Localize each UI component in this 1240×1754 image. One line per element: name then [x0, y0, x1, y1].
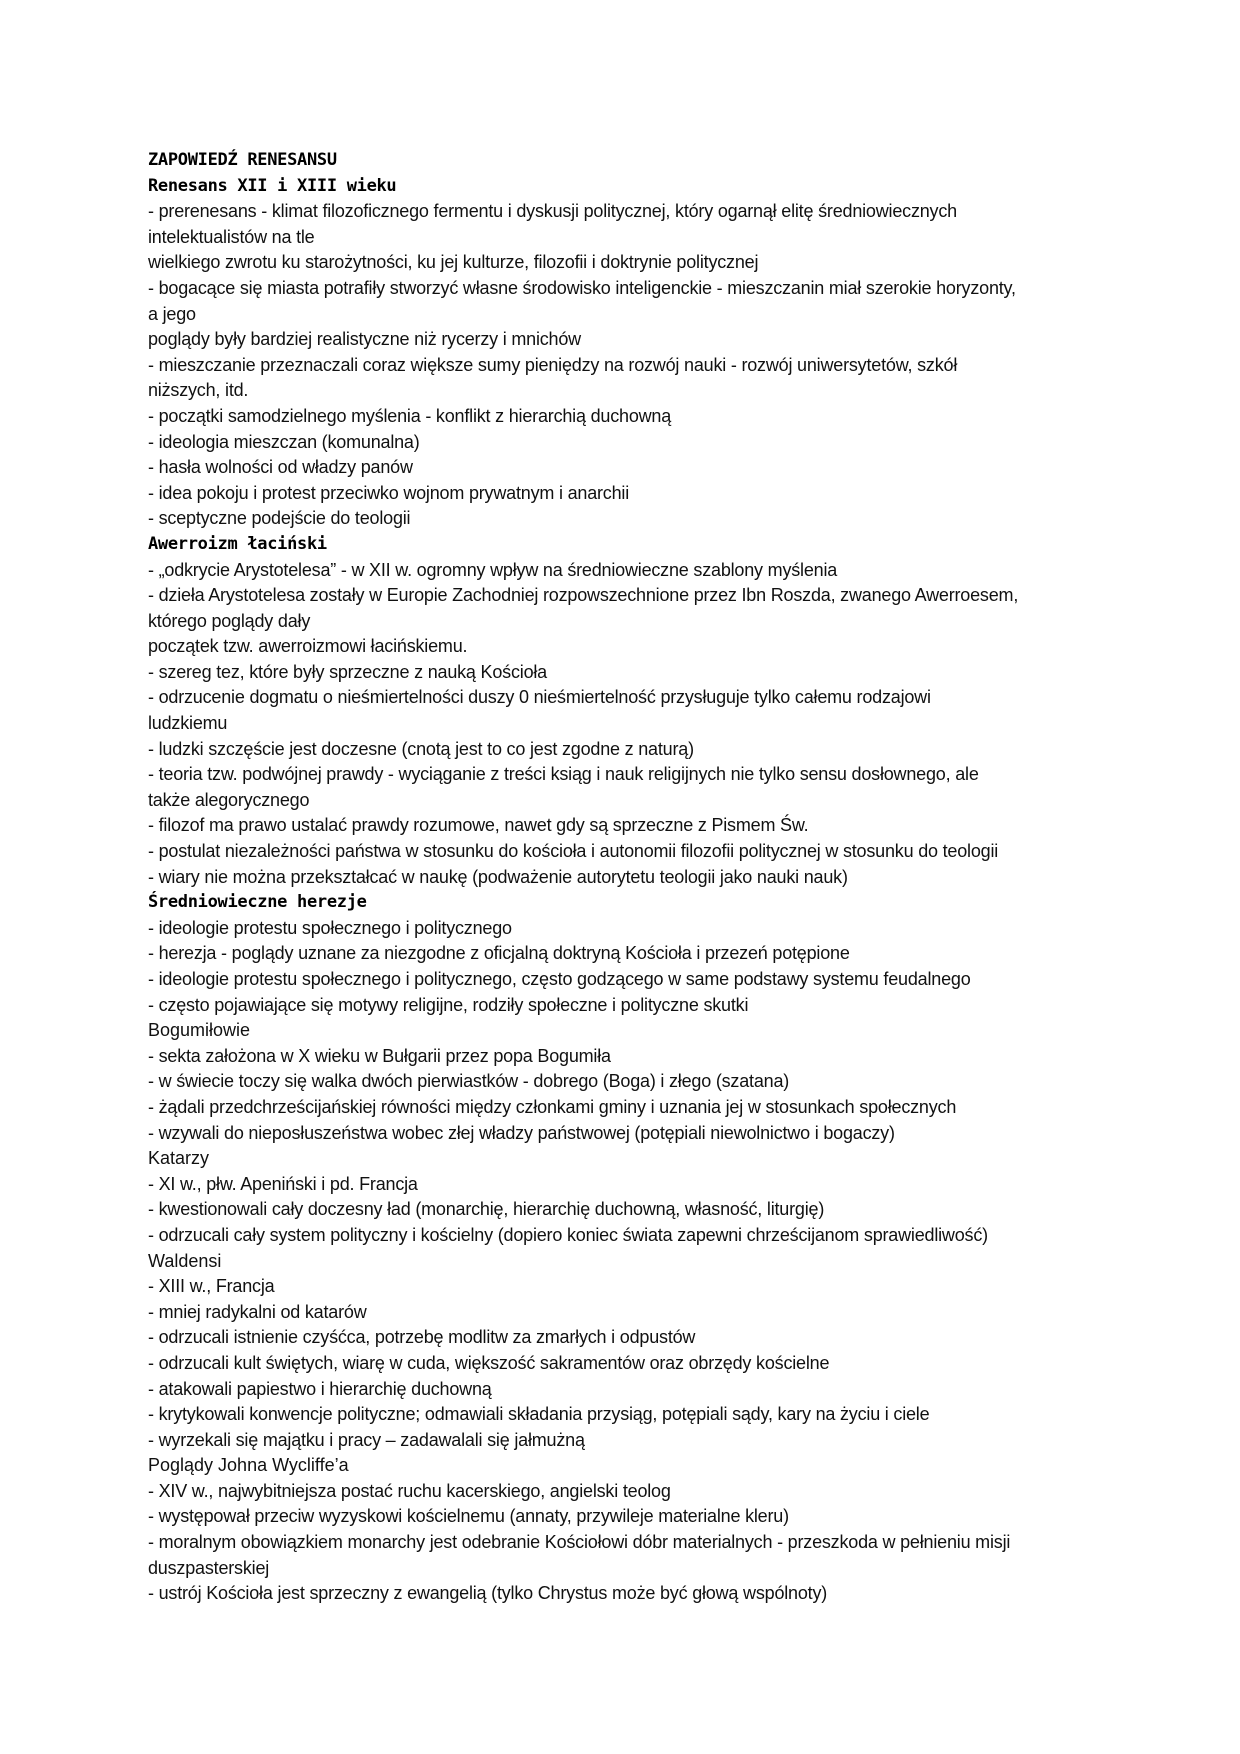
- text-line: - w świecie toczy się walka dwóch pierwiastków - dobrego (Boga) i złego (szatana): [148, 1071, 790, 1092]
- text-line: - hasła wolności od władzy panów: [148, 457, 413, 478]
- text-line: - dzieła Arystotelesa zostały w Europie Zachodniej rozpowszechnione przez Ibn Roszda, zwanego Awerroesem,: [148, 585, 1019, 606]
- text-line: wielkiego zwrotu ku starożytności, ku jej kulturze, filozofii i doktrynie politycznej: [148, 252, 759, 273]
- text-line: - ideologie protestu społecznego i politycznego: [148, 917, 512, 938]
- text-line: - XIV w., najwybitniejsza postać ruchu kacerskiego, angielski teolog: [148, 1480, 671, 1501]
- text-line: - mieszczanie przeznaczali coraz większe sumy pieniędzy na rozwój nauki - rozwój uniwersytetów, szkół: [148, 354, 958, 375]
- section-body: [148, 916, 1108, 1018]
- text-line: - sceptyczne podejście do teologii: [148, 508, 411, 529]
- text-line: - postulat niezależności państwa w stosunku do kościoła i autonomii filozofii politycznej w stosunku do teologii: [148, 841, 999, 862]
- text-line: niższych, itd.: [148, 380, 249, 401]
- text-line: - odrzucali istnienie czyśćca, potrzebę modlitw za zmarłych i odpustów: [148, 1327, 696, 1348]
- subsection-body: [148, 1479, 1108, 1607]
- text-line: - mniej radykalni od katarów: [148, 1301, 367, 1322]
- text-line: - często pojawiające się motywy religijne, rodziły społeczne i polityczne skutki: [148, 994, 749, 1015]
- text-line: - szereg tez, które były sprzeczne z nauką Kościoła: [148, 661, 547, 682]
- section-heading: Średniowieczne herezje: [148, 892, 367, 913]
- text-line: intelektualistów na tle: [148, 226, 315, 247]
- text-line: - moralnym obowiązkiem monarchy jest odebranie Kościołowi dóbr materialnych - przeszkoda w pełnieniu misji: [148, 1532, 1011, 1553]
- text-line: - filozof ma prawo ustalać prawdy rozumowe, nawet gdy są sprzeczne z Pismem Św.: [148, 815, 809, 836]
- text-line: - bogacące się miasta potrafiły stworzyć własne środowisko inteligenckie - mieszczanin miał szerokie horyzonty,: [148, 277, 1016, 298]
- text-line: - odrzucali kult świętych, wiarę w cuda, większość sakramentów oraz obrzędy kościelne: [148, 1352, 830, 1373]
- document-title: ZAPOWIEDŹ RENESANSU: [148, 150, 337, 170]
- text-line: - krytykowali konwencje polityczne; odmawiali składania przysiąg, potępiali sądy, kary na życiu i ciele: [148, 1404, 930, 1425]
- text-line: - ideologie protestu społecznego i politycznego, często godzącego w same podstawy systemu feudalnego: [148, 969, 971, 989]
- subsection-heading: Waldensi: [148, 1250, 222, 1271]
- subsection-body: [148, 1274, 1108, 1453]
- text-line: początek tzw. awerroizmowi łacińskiemu.: [148, 636, 468, 657]
- section-heading: Awerroizm łaciński: [148, 533, 327, 554]
- text-line: - odrzucenie dogmatu o nieśmiertelności duszy 0 nieśmiertelność przysługuje tylko całemu rodzajowi: [148, 687, 931, 708]
- text-line: - herezja - poglądy uznane za niezgodne z oficjalną doktryną Kościoła i przezeń potępione: [148, 943, 850, 964]
- text-line: - teoria tzw. podwójnej prawdy - wyciąganie z treści ksiąg i nauk religijnych nie tylko sensu dosłownego, ale: [148, 764, 979, 785]
- text-line: także alegorycznego: [148, 789, 310, 810]
- text-line: - występował przeciw wyzyskowi kościelnemu (annaty, przywileje materialne kleru): [148, 1506, 789, 1527]
- text-line: - ideologia mieszczan (komunalna): [148, 431, 420, 452]
- text-line: - wzywali do nieposłuszeństwa wobec złej władzy państwowej (potępiali niewolnictwo i bogaczy): [148, 1122, 895, 1143]
- text-line: poglądy były bardziej realistyczne niż rycerzy i mnichów: [148, 329, 581, 350]
- subsection-heading: Katarzy: [148, 1148, 210, 1169]
- text-line: - kwestionowali cały doczesny ład (monarchię, hierarchię duchowną, własność, liturgię): [148, 1199, 825, 1220]
- text-line: którego poglądy dały: [148, 610, 311, 631]
- document-page: [148, 148, 1108, 1607]
- text-line: ludzkiemu: [148, 713, 228, 734]
- text-line: duszpasterskiej: [148, 1557, 270, 1578]
- subsection-body: [148, 1172, 1108, 1249]
- subsection-heading: Bogumiłowie: [148, 1020, 251, 1041]
- text-line: - wyrzekali się majątku i pracy – zadawalali się jałmużną: [148, 1429, 585, 1450]
- text-line: - wiary nie można przekształcać w naukę (podważenie autorytetu teologii jako nauki nauk): [148, 866, 848, 887]
- text-line: - sekta założona w X wieku w Bułgarii przez popa Bogumiła: [148, 1045, 611, 1066]
- text-line: - początki samodzielnego myślenia - konflikt z hierarchią duchowną: [148, 405, 672, 426]
- subsection-heading: Poglądy Johna Wycliffe’a: [148, 1455, 349, 1476]
- subsection-body: [148, 1044, 1108, 1146]
- text-line: - odrzucali cały system polityczny i kościelny (dopiero koniec świata zapewni chrześcijanom sprawiedliwość): [148, 1224, 988, 1245]
- text-line: - ustrój Kościoła jest sprzeczny z ewangelią (tylko Chrystus może być głową wspólnoty): [148, 1583, 828, 1604]
- text-line: - XIII w., Francja: [148, 1276, 275, 1297]
- text-line: - idea pokoju i protest przeciwko wojnom prywatnym i anarchii: [148, 482, 630, 503]
- text-line: - atakowali papiestwo i hierarchię duchowną: [148, 1378, 492, 1399]
- text-line: - prerenesans - klimat filozoficznego fermentu i dyskusji politycznej, który ogarnął elitę średniowiecznych: [148, 201, 957, 222]
- text-line: - żądali przedchrześcijańskiej równości między członkami gminy i uznania jej w stosunkach społecznych: [148, 1096, 957, 1117]
- section-heading: Renesans XII i XIII wieku: [148, 175, 397, 196]
- text-line: - „odkrycie Arystotelesa” - w XII w. ogromny wpływ na średniowieczne szablony myślenia: [148, 559, 838, 580]
- section-body: [148, 199, 1108, 532]
- text-line: - XI w., płw. Apeniński i pd. Francja: [148, 1173, 418, 1194]
- text-line: - ludzki szczęście jest doczesne (cnotą jest to co jest zgodne z naturą): [148, 738, 694, 759]
- section-body: [148, 558, 1108, 891]
- text-line: a jego: [148, 303, 196, 324]
